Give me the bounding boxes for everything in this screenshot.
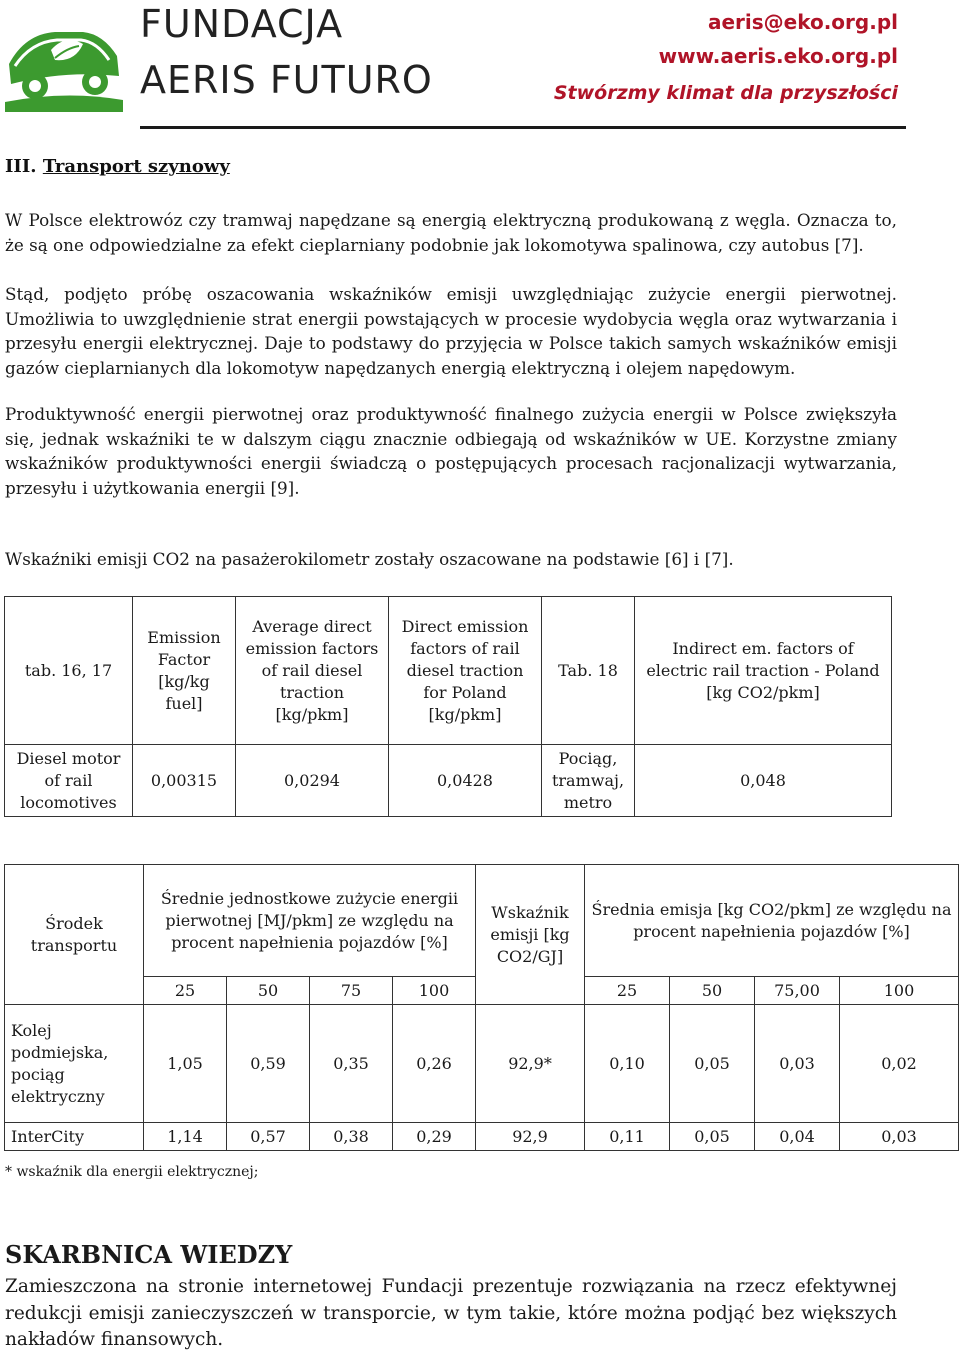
table-cell: 1,14 — [144, 1123, 227, 1151]
table-cell: 0,05 — [670, 1005, 755, 1123]
table-cell: Direct emission factors of rail diesel traction for Poland [kg/pkm] — [389, 597, 542, 745]
table-cell: 100 — [840, 977, 959, 1005]
header-divider — [140, 126, 906, 129]
table-cell: 92,9 — [476, 1123, 585, 1151]
knowledge-text: Zamieszczona na stronie internetowej Fundacji prezentuje rozwiązania na rzecz efektywnej redukcji emisji zanieczyszczeń w transporcie, w tym takie, które można podjąć bez większych nakładów finansowych. — [5, 1276, 897, 1350]
table-cell: Kolej podmiejska, pociąg elektryczny — [5, 1005, 144, 1123]
table-cell: 0,10 — [585, 1005, 670, 1123]
table-cell: Tab. 18 — [542, 597, 635, 745]
table-cell: 0,57 — [227, 1123, 310, 1151]
table-cell: 92,9* — [476, 1005, 585, 1123]
table-cell: Pociąg, tramwaj, metro — [542, 745, 635, 817]
table-cell: 0,59 — [227, 1005, 310, 1123]
table-cell: 0,0428 — [389, 745, 542, 817]
table-cell: 0,02 — [840, 1005, 959, 1123]
table-cell: Diesel motor of rail locomotives — [5, 745, 133, 817]
table-header-row — [5, 865, 959, 977]
table-cell: 25 — [585, 977, 670, 1005]
org-name-line1: FUNDACJA — [140, 2, 344, 46]
contact-email[interactable]: aeris@eko.org.pl — [707, 10, 898, 34]
table-cell: 0,26 — [393, 1005, 476, 1123]
table-cell: 0,03 — [840, 1123, 959, 1151]
table-cell: 0,03 — [755, 1005, 840, 1123]
table-row — [5, 1123, 959, 1151]
table-cell: 75 — [310, 977, 393, 1005]
table-cell: 0,38 — [310, 1123, 393, 1151]
page-header — [0, 0, 960, 130]
car-leaf-logo-icon — [5, 4, 123, 112]
contact-website[interactable]: www.aeris.eko.org.pl — [658, 44, 898, 68]
table-cell: Emission Factor [kg/kg fuel] — [133, 597, 236, 745]
table-cell: 75,00 — [755, 977, 840, 1005]
paragraph-1: W Polsce elektrowóz czy tramwaj napędzane są energią elektryczną produkowaną z węgla. Oznacza to, że są one odpowiedzialne za efekt cieplarniany podobnie jak lokomotywa spalinowa, czy autobus [7]. — [5, 210, 897, 255]
table-cell: 0,048 — [635, 745, 892, 817]
table-cell: Wskaźnik emisji [kg CO2/GJ] — [476, 865, 585, 1005]
knowledge-title: SKARBNICA WIEDZY — [5, 1240, 293, 1269]
table-cell: Średnie jednostkowe zużycie energii pierwotnej [MJ/pkm] ze względu na procent napełnienia pojazdów [%] — [144, 865, 476, 977]
section-title — [5, 156, 230, 177]
paragraph-2: Stąd, podjęto próbę oszacowania wskaźników emisji uwzględniając zużycie energii pierwotnej. Umożliwia to uwzględnienie strat energii powstających w procesie wydobycia węgla oraz wytwarzania i przesyłu energii elektrycznej. Daje to podstawy do przyjęcia w Polsce takich samych wskaźników emisji gazów cieplarnianych dla lokomotyw napędzanych energią elektryczną i olejem napędowym. — [5, 284, 897, 378]
table-cell: tab. 16, 17 — [5, 597, 133, 745]
table-cell: 0,04 — [755, 1123, 840, 1151]
footnote: * wskaźnik dla energii elektrycznej; — [5, 1164, 259, 1180]
table-cell: 50 — [670, 977, 755, 1005]
org-name-line2: AERIS FUTURO — [140, 58, 433, 102]
table-cell: 1,05 — [144, 1005, 227, 1123]
paragraph-3: Produktywność energii pierwotnej oraz produktywność finalnego zużycia energii w Polsce zwiększyła się, jednak wskaźniki te w dalszym ciągu znacznie odbiegają od wskaźników w UE. Korzystne zmiany wskaźników produktywności energii świadczą o postępujących procesach racjonalizacji wytwarzania, przesyłu i użytkowania energii [9]. — [5, 404, 897, 498]
table-cell: Indirect em. factors of electric rail traction - Poland [kg CO2/pkm] — [635, 597, 892, 745]
table-cell: 0,35 — [310, 1005, 393, 1123]
table-row — [5, 1005, 959, 1123]
table-row — [5, 745, 892, 817]
table-cell: Środek transportu — [5, 865, 144, 1005]
section-number: III. — [5, 156, 37, 177]
table-cell: 50 — [227, 977, 310, 1005]
table-cell: InterCity — [5, 1123, 144, 1151]
table-cell: Average direct emission factors of rail diesel traction [kg/pkm] — [236, 597, 389, 745]
energy-consumption-table — [4, 864, 959, 1151]
table-cell: Średnia emisja [kg CO2/pkm] ze względu na procent napełnienia pojazdów [%] — [585, 865, 959, 977]
table-cell: 0,11 — [585, 1123, 670, 1151]
table-cell: 25 — [144, 977, 227, 1005]
section-title-text: Transport szynowy — [42, 156, 230, 177]
table-header-row — [5, 597, 892, 745]
table-cell: 0,05 — [670, 1123, 755, 1151]
table-cell: 0,00315 — [133, 745, 236, 817]
table-cell: 100 — [393, 977, 476, 1005]
slogan: Stwórzmy klimat dla przyszłości — [553, 82, 898, 104]
table-cell: 0,29 — [393, 1123, 476, 1151]
emission-factors-table — [4, 596, 892, 817]
table-cell: 0,0294 — [236, 745, 389, 817]
paragraph-4: Wskaźniki emisji CO2 na pasażerokilometr zostały oszacowane na podstawie [6] i [7]. — [5, 549, 734, 569]
